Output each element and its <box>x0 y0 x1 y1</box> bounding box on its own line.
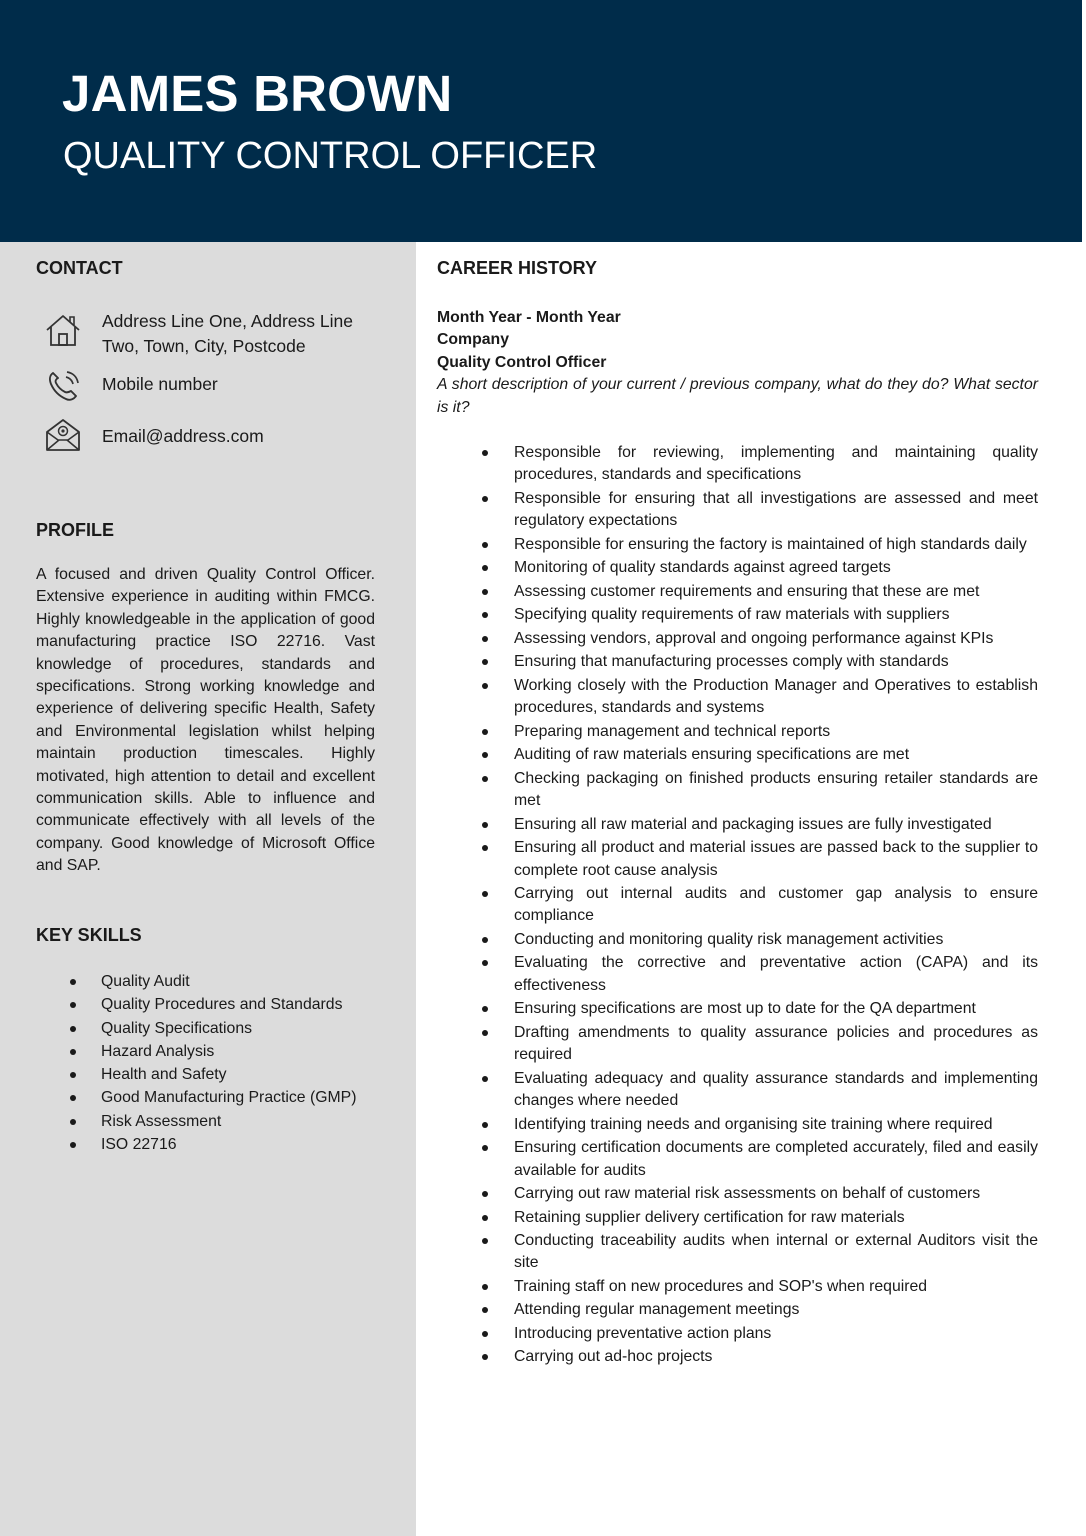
phone-icon <box>44 366 82 404</box>
job-dates: Month Year - Month Year <box>437 309 621 326</box>
duty-item: Carrying out raw material risk assessments on behalf of customers <box>437 1183 1038 1205</box>
duty-item: Retaining supplier delivery certification for raw materials <box>437 1207 1038 1229</box>
candidate-name: JAMES BROWN <box>62 65 453 122</box>
duty-item: Drafting amendments to quality assurance policies and procedures as required <box>437 1022 1038 1067</box>
job-company: Company <box>437 331 509 349</box>
address-text: Address Line One, Address Line Two, Town, City, Postcode <box>102 311 353 356</box>
duty-item: Preparing management and technical reports <box>437 721 1038 743</box>
skill-item: ISO 22716 <box>36 1133 396 1156</box>
duty-item: Specifying quality requirements of raw materials with suppliers <box>437 604 1038 626</box>
skills-list <box>36 970 396 1156</box>
career-heading: CAREER HISTORY <box>437 258 598 278</box>
job-entry <box>437 307 1038 419</box>
duty-item: Identifying training needs and organising site training where required <box>437 1114 1038 1136</box>
job-title: Quality Control Officer <box>437 353 607 371</box>
skill-item: Health and Safety <box>36 1063 396 1086</box>
envelope-icon <box>44 416 82 454</box>
contact-phone <box>44 372 384 402</box>
duty-item: Auditing of raw materials ensuring specifications are met <box>437 744 1038 766</box>
profile-text: A focused and driven Quality Control Officer. Extensive experience in auditing within FMCG. Highly knowledgeable in the application of good manufacturing practice ISO 22716. Vast knowledge of procedures, standards and specifications. Strong working knowledge and experience of delivering specific Health, Safety and Environmental legislation whilst helping maintain production timescales. Highly motivated, high attention to detail and excellent communication skills. Able to influence and communicate effectively with all levels of the company. Good knowledge of Microsoft Office and SAP. <box>36 566 375 875</box>
duty-item: Ensuring all product and material issues are passed back to the supplier to complete root cause analysis <box>437 837 1038 882</box>
contact-heading: CONTACT <box>36 258 123 278</box>
duty-item: Responsible for ensuring the factory is maintained of high standards daily <box>437 534 1038 556</box>
duty-item: Carrying out ad-hoc projects <box>437 1346 1038 1368</box>
skill-item: Hazard Analysis <box>36 1040 396 1063</box>
profile-heading: PROFILE <box>36 520 115 540</box>
duty-item: Assessing customer requirements and ensuring that these are met <box>437 581 1038 603</box>
skill-item: Risk Assessment <box>36 1110 396 1133</box>
duty-item: Evaluating the corrective and preventative action (CAPA) and its effectiveness <box>437 952 1038 997</box>
house-icon <box>44 311 82 349</box>
duty-item: Ensuring all raw material and packaging issues are fully investigated <box>437 814 1038 836</box>
duty-item: Ensuring certification documents are completed accurately, filed and easily available for audits <box>437 1137 1038 1182</box>
contact-address <box>44 309 384 363</box>
duty-item: Checking packaging on finished products ensuring retailer standards are met <box>437 768 1038 813</box>
duty-item: Carrying out internal audits and customer gap analysis to ensure compliance <box>437 883 1038 928</box>
duty-item: Responsible for reviewing, implementing and maintaining quality procedures, standards and specifications <box>437 442 1038 487</box>
duty-item: Ensuring specifications are most up to date for the QA department <box>437 998 1038 1020</box>
skill-item: Quality Procedures and Standards <box>36 993 396 1016</box>
phone-text: Mobile number <box>102 374 218 394</box>
duties-list <box>437 442 1038 1370</box>
email-text: Email@address.com <box>102 426 264 446</box>
duty-item: Conducting traceability audits when internal or external Auditors visit the site <box>437 1230 1038 1275</box>
job-description: A short description of your current / previous company, what do they do? What sector is it? <box>437 376 1038 416</box>
duty-item: Evaluating adequacy and quality assurance standards and implementing changes where needed <box>437 1068 1038 1113</box>
duty-item: Training staff on new procedures and SOP's when required <box>437 1276 1038 1298</box>
header-banner <box>0 0 1082 242</box>
duty-item: Monitoring of quality standards against agreed targets <box>437 557 1038 579</box>
duty-item: Responsible for ensuring that all investigations are assessed and meet regulatory expectations <box>437 488 1038 533</box>
skill-item: Good Manufacturing Practice (GMP) <box>36 1086 396 1109</box>
contact-email <box>44 424 384 458</box>
skill-item: Quality Specifications <box>36 1017 396 1040</box>
duty-item: Assessing vendors, approval and ongoing performance against KPIs <box>437 628 1038 650</box>
duty-item: Introducing preventative action plans <box>437 1323 1038 1345</box>
candidate-title: QUALITY CONTROL OFFICER <box>63 135 598 177</box>
skill-item: Quality Audit <box>36 970 396 993</box>
duty-item: Ensuring that manufacturing processes comply with standards <box>437 651 1038 673</box>
duty-item: Conducting and monitoring quality risk management activities <box>437 929 1038 951</box>
skills-heading: KEY SKILLS <box>36 925 142 945</box>
duty-item: Attending regular management meetings <box>437 1299 1038 1321</box>
duty-item: Working closely with the Production Manager and Operatives to establish procedures, standards and systems <box>437 675 1038 720</box>
